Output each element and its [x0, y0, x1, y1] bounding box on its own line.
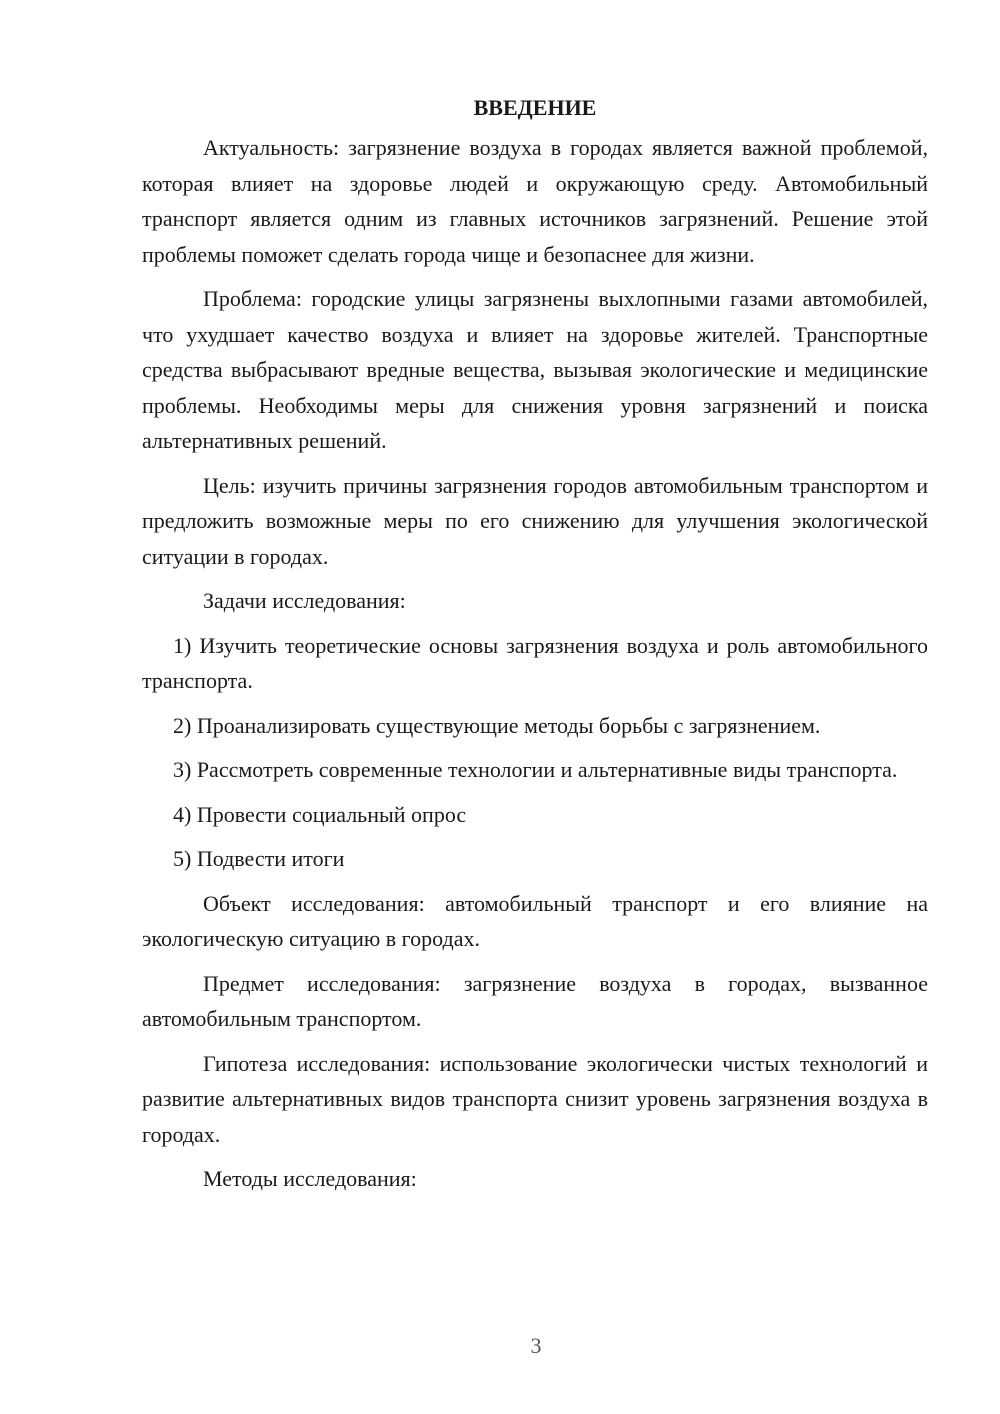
task-item-1: 1) Изучить теоретические основы загрязнения воздуха и роль автомобильного транспорта. — [142, 632, 928, 693]
task-item-5: 5) Подвести итоги — [173, 846, 345, 871]
methods-heading: Методы исследования: — [203, 1166, 417, 1191]
task-item-3: 3) Рассмотреть современные технологии и альтернативные виды транспорта. — [173, 757, 898, 782]
paragraph-subject: Предмет исследования: загрязнение воздуха в городах, вызванное автомобильным транспортом. — [142, 970, 928, 1031]
task-item-2: 2) Проанализировать существующие методы борьбы с загрязнением. — [173, 712, 821, 738]
document-page — [142, 90, 928, 1206]
paragraph-hypothesis: Гипотеза исследования: использование экологически чистых технологий и развитие альтернативных видов транспорта снизит уровень загрязнения воздуха в городах. — [142, 1050, 928, 1147]
paragraph-goal: Цель: изучить причины загрязнения городов автомобильным транспортом и предложить возможные меры по его снижению для улучшения экологической ситуации в городах. — [142, 472, 928, 569]
paragraph-relevance: Актуальность: загрязнение воздуха в городах является важной проблемой, которая влияет на здоровье людей и окружающую среду. Автомобильный транспорт является одним из главных источников загрязнений. Решение этой проблемы поможет сделать города чище и безопаснее для жизни. — [142, 135, 928, 267]
paragraph-object: Объект исследования: автомобильный транспорт и его влияние на экологическую ситуацию в городах. — [142, 890, 928, 951]
tasks-heading: Задачи исследования: — [203, 588, 406, 613]
section-title: ВВЕДЕНИЕ — [473, 95, 597, 120]
task-item-4: 4) Провести социальный опрос — [173, 801, 467, 827]
page-number: 3 — [530, 1333, 542, 1358]
paragraph-problem: Проблема: городские улицы загрязнены выхлопными газами автомобилей, что ухудшает качество воздуха и влияет на здоровье жителей. Транспортные средства выбрасывают вредные вещества, вызывая экологические и медицинские проблемы. Необходимы меры для снижения уровня загрязнений и поиска альтернативных решений. — [142, 286, 928, 453]
